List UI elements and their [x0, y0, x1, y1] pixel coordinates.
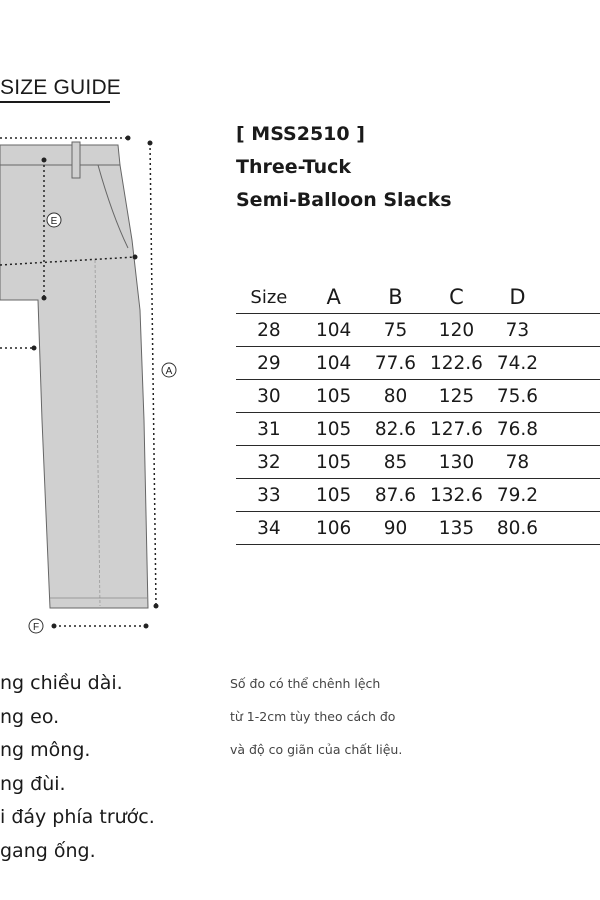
waistband [0, 145, 120, 165]
header-a: A [302, 281, 366, 314]
size-table [236, 281, 600, 545]
cell-size: 32 [236, 446, 302, 479]
cell-d: 75.6 [487, 380, 547, 413]
cell-c: 135 [425, 512, 487, 545]
cell-cut [547, 479, 600, 512]
legend-item: ng eo. [0, 705, 60, 728]
cell-b: 80 [366, 380, 426, 413]
pants-body [0, 165, 148, 608]
svg-text:E: E [50, 216, 58, 227]
cell-size: 30 [236, 380, 302, 413]
cell-d: 80.6 [487, 512, 547, 545]
cell-d: 76.8 [487, 413, 547, 446]
product-name-line2: Semi-Balloon Slacks [236, 189, 452, 211]
svg-text:F: F [32, 622, 40, 633]
table-row [236, 413, 600, 446]
cell-a: 104 [302, 347, 366, 380]
legend-item: ng đùi. [0, 772, 66, 795]
cell-d: 73 [487, 314, 547, 347]
measurement-note [230, 673, 402, 772]
cell-cut [547, 347, 600, 380]
legend-item: i đáy phía trước. [0, 806, 155, 828]
product-info [236, 118, 452, 217]
cell-d: 79.2 [487, 479, 547, 512]
marker-f [29, 619, 43, 633]
cell-a: 106 [302, 512, 366, 545]
cell-c: 120 [425, 314, 487, 347]
cell-b: 87.6 [366, 479, 426, 512]
cell-a: 104 [302, 314, 366, 347]
cell-a: 105 [302, 413, 366, 446]
header-c: C [425, 281, 487, 314]
cell-b: 82.6 [366, 413, 426, 446]
marker-e [47, 213, 61, 227]
legend-item: ng mông. [0, 739, 91, 761]
table-row [236, 380, 600, 413]
cell-size: 34 [236, 512, 302, 545]
cell-c: 127.6 [425, 413, 487, 446]
note-line: từ 1-2cm tùy theo cách đo [230, 709, 396, 724]
cell-size: 29 [236, 347, 302, 380]
cell-size: 33 [236, 479, 302, 512]
table-row [236, 446, 600, 479]
product-name-line1: Three-Tuck [236, 156, 352, 178]
cell-cut [547, 314, 600, 347]
table-row [236, 347, 600, 380]
header-cut [547, 281, 600, 314]
cell-a: 105 [302, 380, 366, 413]
cell-d: 78 [487, 446, 547, 479]
header-b: B [366, 281, 426, 314]
product-code: [ MSS2510 ] [236, 123, 365, 145]
cell-a: 105 [302, 446, 366, 479]
note-line: Số đo có thể chênh lệch [230, 676, 381, 691]
size-table-header [236, 281, 600, 314]
cell-size: 31 [236, 413, 302, 446]
table-row [236, 479, 600, 512]
cell-c: 122.6 [425, 347, 487, 380]
title-underline [0, 101, 110, 103]
svg-text:A: A [165, 366, 173, 377]
legend-item: gang ống. [0, 839, 96, 862]
cell-size: 28 [236, 314, 302, 347]
cell-c: 132.6 [425, 479, 487, 512]
cell-cut [547, 446, 600, 479]
cell-b: 77.6 [366, 347, 426, 380]
cell-b: 85 [366, 446, 426, 479]
cell-cut [547, 380, 600, 413]
cell-b: 90 [366, 512, 426, 545]
belt-loop [72, 142, 80, 178]
cell-cut [547, 512, 600, 545]
header-d: D [487, 281, 547, 314]
size-guide-title: SIZE GUIDE [0, 76, 122, 99]
marker-a [162, 363, 176, 377]
cell-c: 125 [425, 380, 487, 413]
table-row [236, 512, 600, 545]
length-measure-line [150, 143, 156, 606]
pants-diagram [0, 120, 230, 650]
note-line: và độ co giãn của chất liệu. [230, 742, 403, 757]
table-row [236, 314, 600, 347]
cell-cut [547, 413, 600, 446]
legend-item: ng chiều dài. [0, 672, 123, 694]
cell-a: 105 [302, 479, 366, 512]
measurement-legend [0, 667, 155, 868]
header-size: Size [236, 281, 302, 314]
cell-b: 75 [366, 314, 426, 347]
cell-c: 130 [425, 446, 487, 479]
cell-d: 74.2 [487, 347, 547, 380]
